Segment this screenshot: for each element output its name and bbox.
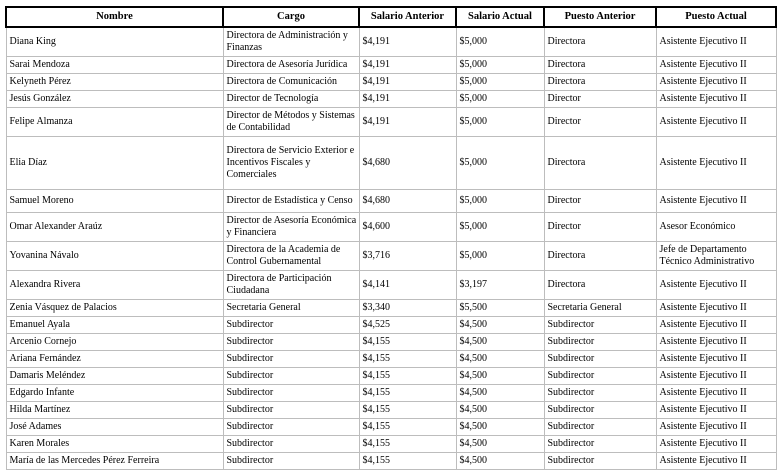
cell-salario-actual: $3,197 [456,271,544,300]
table-row [6,271,776,300]
cell-puesto-actual: Asistente Ejecutivo II [656,453,776,470]
table-body [6,27,776,470]
cell-cargo: Director de Asesoría Económica y Financiera [223,213,359,242]
cell-puesto-anterior: Director [544,91,656,108]
cell-salario-anterior: $3,340 [359,300,456,317]
cell-puesto-actual: Asistente Ejecutivo II [656,74,776,91]
cell-salario-actual: $5,000 [456,27,544,57]
table-row [6,57,776,74]
cell-cargo: Director de Estadística y Censo [223,190,359,213]
cell-puesto-actual: Asistente Ejecutivo II [656,108,776,137]
table-row [6,190,776,213]
cell-cargo: Directora de la Academia de Control Gubernamental [223,242,359,271]
cell-puesto-anterior: Director [544,190,656,213]
cell-puesto-anterior: Directora [544,57,656,74]
cell-salario-actual: $4,500 [456,368,544,385]
cell-cargo: Directora de Comunicación [223,74,359,91]
table-row [6,419,776,436]
cell-cargo: Subdirector [223,317,359,334]
cell-cargo: Subdirector [223,453,359,470]
cell-puesto-anterior: Directora [544,137,656,190]
salary-table [5,6,777,470]
cell-cargo: Director de Métodos y Sistemas de Contabilidad [223,108,359,137]
cell-puesto-anterior: Subdirector [544,351,656,368]
cell-salario-actual: $5,000 [456,74,544,91]
cell-puesto-actual: Asistente Ejecutivo II [656,300,776,317]
table-row [6,385,776,402]
cell-puesto-actual: Asesor Económico [656,213,776,242]
cell-salario-anterior: $4,155 [359,351,456,368]
cell-puesto-actual: Asistente Ejecutivo II [656,57,776,74]
cell-nombre: Arcenio Cornejo [6,334,223,351]
cell-nombre: Elia Díaz [6,137,223,190]
cell-salario-actual: $5,000 [456,91,544,108]
cell-puesto-anterior: Director [544,108,656,137]
table-row [6,108,776,137]
cell-cargo: Subdirector [223,334,359,351]
cell-salario-actual: $5,000 [456,137,544,190]
column-header-cargo: Cargo [223,7,359,27]
cell-puesto-anterior: Subdirector [544,419,656,436]
cell-salario-anterior: $4,680 [359,190,456,213]
table-header [6,7,776,27]
cell-puesto-actual: Asistente Ejecutivo II [656,190,776,213]
column-header-nombre: Nombre [6,7,223,27]
cell-salario-anterior: $4,155 [359,334,456,351]
cell-puesto-actual: Asistente Ejecutivo II [656,351,776,368]
cell-cargo: Subdirector [223,419,359,436]
cell-salario-anterior: $4,191 [359,91,456,108]
cell-salario-actual: $4,500 [456,351,544,368]
cell-salario-actual: $4,500 [456,453,544,470]
cell-salario-anterior: $4,191 [359,74,456,91]
cell-cargo: Subdirector [223,402,359,419]
cell-puesto-actual: Asistente Ejecutivo II [656,334,776,351]
table-row [6,213,776,242]
cell-cargo: Secretaria General [223,300,359,317]
cell-nombre: Felipe Almanza [6,108,223,137]
table-row [6,300,776,317]
cell-salario-actual: $5,000 [456,190,544,213]
column-header-puesto_anterior: Puesto Anterior [544,7,656,27]
cell-puesto-anterior: Directora [544,271,656,300]
cell-puesto-anterior: Subdirector [544,385,656,402]
cell-puesto-actual: Asistente Ejecutivo II [656,402,776,419]
cell-puesto-actual: Asistente Ejecutivo II [656,271,776,300]
cell-puesto-anterior: Director [544,213,656,242]
cell-puesto-anterior: Subdirector [544,436,656,453]
cell-puesto-actual: Asistente Ejecutivo II [656,91,776,108]
cell-salario-anterior: $4,155 [359,436,456,453]
cell-cargo: Subdirector [223,385,359,402]
cell-puesto-actual: Asistente Ejecutivo II [656,436,776,453]
cell-puesto-anterior: Directora [544,74,656,91]
cell-nombre: Emanuel Ayala [6,317,223,334]
cell-nombre: Jesús González [6,91,223,108]
cell-salario-anterior: $4,680 [359,137,456,190]
table-row [6,27,776,57]
cell-nombre: Ariana Fernández [6,351,223,368]
cell-cargo: Director de Tecnología [223,91,359,108]
cell-nombre: Hilda Martínez [6,402,223,419]
table-row [6,334,776,351]
cell-puesto-anterior: Secretaria General [544,300,656,317]
table-row [6,317,776,334]
cell-puesto-actual: Asistente Ejecutivo II [656,137,776,190]
table-row [6,368,776,385]
header-row [6,7,776,27]
cell-nombre: Alexandra Rivera [6,271,223,300]
cell-cargo: Directora de Administración y Finanzas [223,27,359,57]
table-row [6,91,776,108]
cell-nombre: Kelyneth Pérez [6,74,223,91]
cell-salario-actual: $5,000 [456,57,544,74]
cell-salario-anterior: $4,191 [359,57,456,74]
cell-salario-anterior: $3,716 [359,242,456,271]
table-row [6,242,776,271]
cell-cargo: Directora de Asesoría Jurídica [223,57,359,74]
cell-salario-anterior: $4,141 [359,271,456,300]
cell-salario-actual: $4,500 [456,436,544,453]
cell-puesto-actual: Asistente Ejecutivo II [656,317,776,334]
table-row [6,74,776,91]
cell-salario-actual: $5,000 [456,242,544,271]
cell-nombre: Samuel Moreno [6,190,223,213]
cell-nombre: José Adames [6,419,223,436]
table-row [6,453,776,470]
cell-puesto-actual: Jefe de Departamento Técnico Administrativo [656,242,776,271]
cell-puesto-anterior: Directora [544,27,656,57]
cell-salario-actual: $5,000 [456,213,544,242]
cell-salario-actual: $4,500 [456,334,544,351]
cell-salario-anterior: $4,525 [359,317,456,334]
cell-nombre: María de las Mercedes Pérez Ferreira [6,453,223,470]
cell-puesto-anterior: Directora [544,242,656,271]
cell-nombre: Diana King [6,27,223,57]
column-header-salario_actual: Salario Actual [456,7,544,27]
cell-puesto-actual: Asistente Ejecutivo II [656,27,776,57]
column-header-salario_anterior: Salario Anterior [359,7,456,27]
cell-nombre: Sarai Mendoza [6,57,223,74]
cell-salario-actual: $4,500 [456,402,544,419]
cell-salario-actual: $4,500 [456,317,544,334]
cell-salario-actual: $5,000 [456,108,544,137]
cell-nombre: Karen Morales [6,436,223,453]
cell-puesto-anterior: Subdirector [544,453,656,470]
cell-puesto-anterior: Subdirector [544,402,656,419]
cell-salario-actual: $4,500 [456,419,544,436]
cell-nombre: Yovanina Návalo [6,242,223,271]
cell-salario-anterior: $4,155 [359,453,456,470]
cell-salario-anterior: $4,155 [359,419,456,436]
cell-salario-anterior: $4,155 [359,385,456,402]
cell-puesto-actual: Asistente Ejecutivo II [656,368,776,385]
cell-nombre: Damaris Meléndez [6,368,223,385]
table-row [6,436,776,453]
column-header-puesto_actual: Puesto Actual [656,7,776,27]
cell-salario-actual: $5,500 [456,300,544,317]
cell-puesto-anterior: Subdirector [544,334,656,351]
cell-puesto-actual: Asistente Ejecutivo II [656,419,776,436]
cell-salario-anterior: $4,191 [359,27,456,57]
cell-cargo: Subdirector [223,436,359,453]
cell-puesto-actual: Asistente Ejecutivo II [656,385,776,402]
cell-puesto-anterior: Subdirector [544,317,656,334]
cell-cargo: Subdirector [223,368,359,385]
table-row [6,351,776,368]
cell-salario-anterior: $4,600 [359,213,456,242]
cell-cargo: Subdirector [223,351,359,368]
cell-puesto-anterior: Subdirector [544,368,656,385]
table-row [6,137,776,190]
cell-nombre: Zenia Vásquez de Palacios [6,300,223,317]
cell-nombre: Omar Alexander Araúz [6,213,223,242]
cell-salario-actual: $4,500 [456,385,544,402]
cell-nombre: Edgardo Infante [6,385,223,402]
table-row [6,402,776,419]
cell-cargo: Directora de Participación Ciudadana [223,271,359,300]
cell-salario-anterior: $4,191 [359,108,456,137]
cell-cargo: Directora de Servicio Exterior e Incentivos Fiscales y Comerciales [223,137,359,190]
cell-salario-anterior: $4,155 [359,402,456,419]
cell-salario-anterior: $4,155 [359,368,456,385]
